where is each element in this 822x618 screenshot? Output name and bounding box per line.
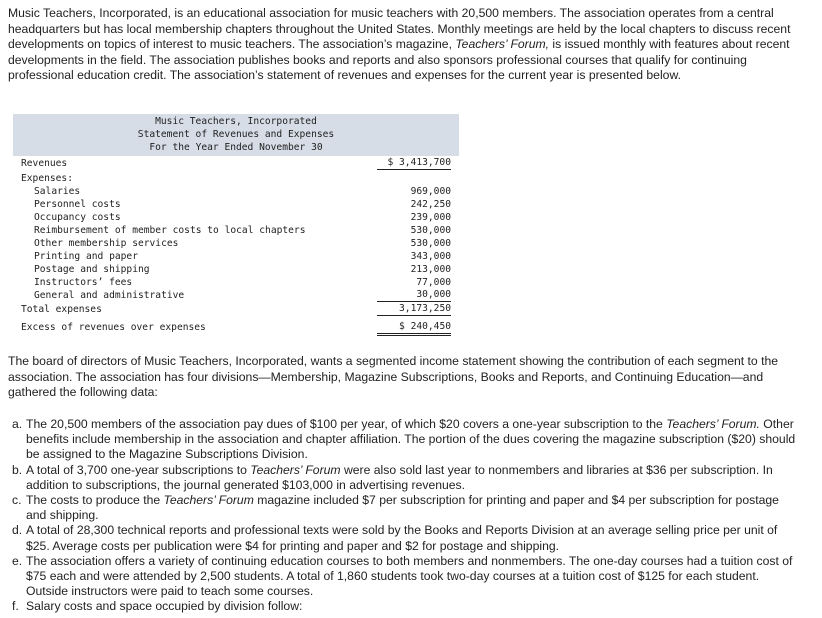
list-marker: e.	[12, 553, 23, 568]
row-amount: 30,000	[377, 289, 451, 302]
row-label: Reimbursement of member costs to local chapters	[34, 225, 306, 236]
expense-row	[13, 198, 459, 211]
row-label: Excess of revenues over expenses	[21, 322, 206, 333]
board-paragraph: The board of directors of Music Teachers, Incorporated, wants a segmented income statement showing the contribution of each segment to the association. The association has four divisions—Membership, Magazine Subscriptions, Books and Reports, and Continuing Education—and gathered the following data:	[8, 354, 779, 400]
row-label: Revenues	[21, 158, 68, 169]
row-amount: 969,000	[410, 186, 451, 197]
intro-text-part1: Music Teachers, Incorporated, is an educational association for music teachers with 20,500 members. The association operates from a central headquarters but has local membership chapters throughout the United States. Monthly meetings are held by the local chapters to discuss recent developments on topics of interest to music teachers. The association’s magazine,	[8, 6, 791, 52]
row-label: Occupancy costs	[34, 212, 121, 223]
intro-text-part2: is issued monthly with features about recent developments in the field. The association publishes books and reports and also sponsors professional courses that qualify for continuing professional education credit. The association’s statement of revenues and expenses for the current year is presented below.	[8, 37, 790, 83]
list-item: e. The association offers a variety of continuing education courses to both members and nonmembers. The one-day courses had a tuition cost of $75 each and were attended by 2,500 students. A total of 1,860 students took two-day courses at a tuition cost of $125 for each student. Outside instructors were paid to teach some courses.	[12, 553, 793, 599]
expense-row	[13, 211, 459, 224]
expenses-heading-row	[13, 172, 459, 185]
row-amount: 239,000	[410, 212, 451, 223]
expense-row	[13, 237, 459, 250]
row-amount: 242,250	[410, 199, 451, 210]
row-label: Salaries	[34, 186, 81, 197]
expense-row	[13, 185, 459, 198]
list-item: f. Salary costs and space occupied by division follow:	[12, 599, 303, 614]
magazine-name: Teachers’ Forum	[163, 493, 254, 508]
row-label: Expenses:	[21, 173, 73, 184]
statement-header	[13, 114, 459, 156]
row-label: Instructors’ fees	[34, 277, 133, 288]
list-marker: c.	[12, 493, 22, 508]
revenues-row	[13, 157, 459, 170]
expense-row	[13, 289, 459, 302]
row-label: Other membership services	[34, 238, 179, 249]
row-amount: 530,000	[410, 238, 451, 249]
row-label: General and administrative	[34, 290, 185, 301]
list-item: c. The costs to produce the Teachers’ Forum magazine included $7 per subscription for printing and paper and $4 per subscription for postage and shipping.	[12, 493, 779, 523]
magazine-name: Teachers’ Forum,	[455, 37, 550, 52]
magazine-name: Teachers’ Forum	[250, 462, 341, 477]
row-amount: 77,000	[416, 277, 451, 288]
row-amount: 530,000	[410, 225, 451, 236]
row-amount: $ 240,450	[377, 321, 451, 336]
list-item: a. The 20,500 members of the association pay dues of $100 per year, of which $20 covers a one-year subscription to the Teachers’ Forum. Other benefits include membership in the association and chapter affiliation. The portion of the dues covering the magazine subscription ($20) should be assigned to the Magazine Subscriptions Division.	[12, 417, 796, 462]
row-label: Printing and paper	[34, 251, 138, 262]
row-amount: $ 3,413,700	[377, 157, 451, 170]
intro-paragraph	[8, 6, 803, 84]
row-label: Total expenses	[21, 304, 102, 315]
list-item: b. A total of 3,700 one-year subscriptions to Teachers’ Forum were also sold last year to nonmembers and libraries at $36 per subscription. In addition to subscriptions, the journal generated $103,000 in advertising revenues.	[12, 462, 773, 492]
row-label: Personnel costs	[34, 199, 121, 210]
excess-row	[13, 321, 459, 334]
company-name: Music Teachers, Incorporated	[155, 116, 317, 127]
data-list	[12, 417, 802, 615]
magazine-name: Teachers’ Forum.	[666, 417, 760, 431]
statement-title: Statement of Revenues and Expenses	[137, 129, 335, 140]
list-marker: a.	[12, 417, 23, 431]
list-marker: b.	[12, 462, 23, 477]
statement-period: For the Year Ended November 30	[149, 142, 323, 153]
row-amount: 213,000	[410, 264, 451, 275]
list-marker: f.	[12, 599, 19, 614]
list-item: d. A total of 28,300 technical reports and professional texts were sold by the Books and Reports Division at an average selling price per unit of $25. Average costs per publication were $4 for printing and paper and $2 for postage and shipping.	[12, 523, 778, 553]
revenue-expense-statement	[13, 114, 459, 334]
row-amount: 343,000	[410, 251, 451, 262]
total-expenses-row	[13, 303, 459, 316]
expense-row	[13, 224, 459, 237]
expense-row	[13, 276, 459, 289]
expense-row	[13, 263, 459, 276]
row-label: Postage and shipping	[34, 264, 150, 275]
list-marker: d.	[12, 523, 23, 538]
expense-row	[13, 250, 459, 263]
row-amount: 3,173,250	[377, 303, 451, 316]
